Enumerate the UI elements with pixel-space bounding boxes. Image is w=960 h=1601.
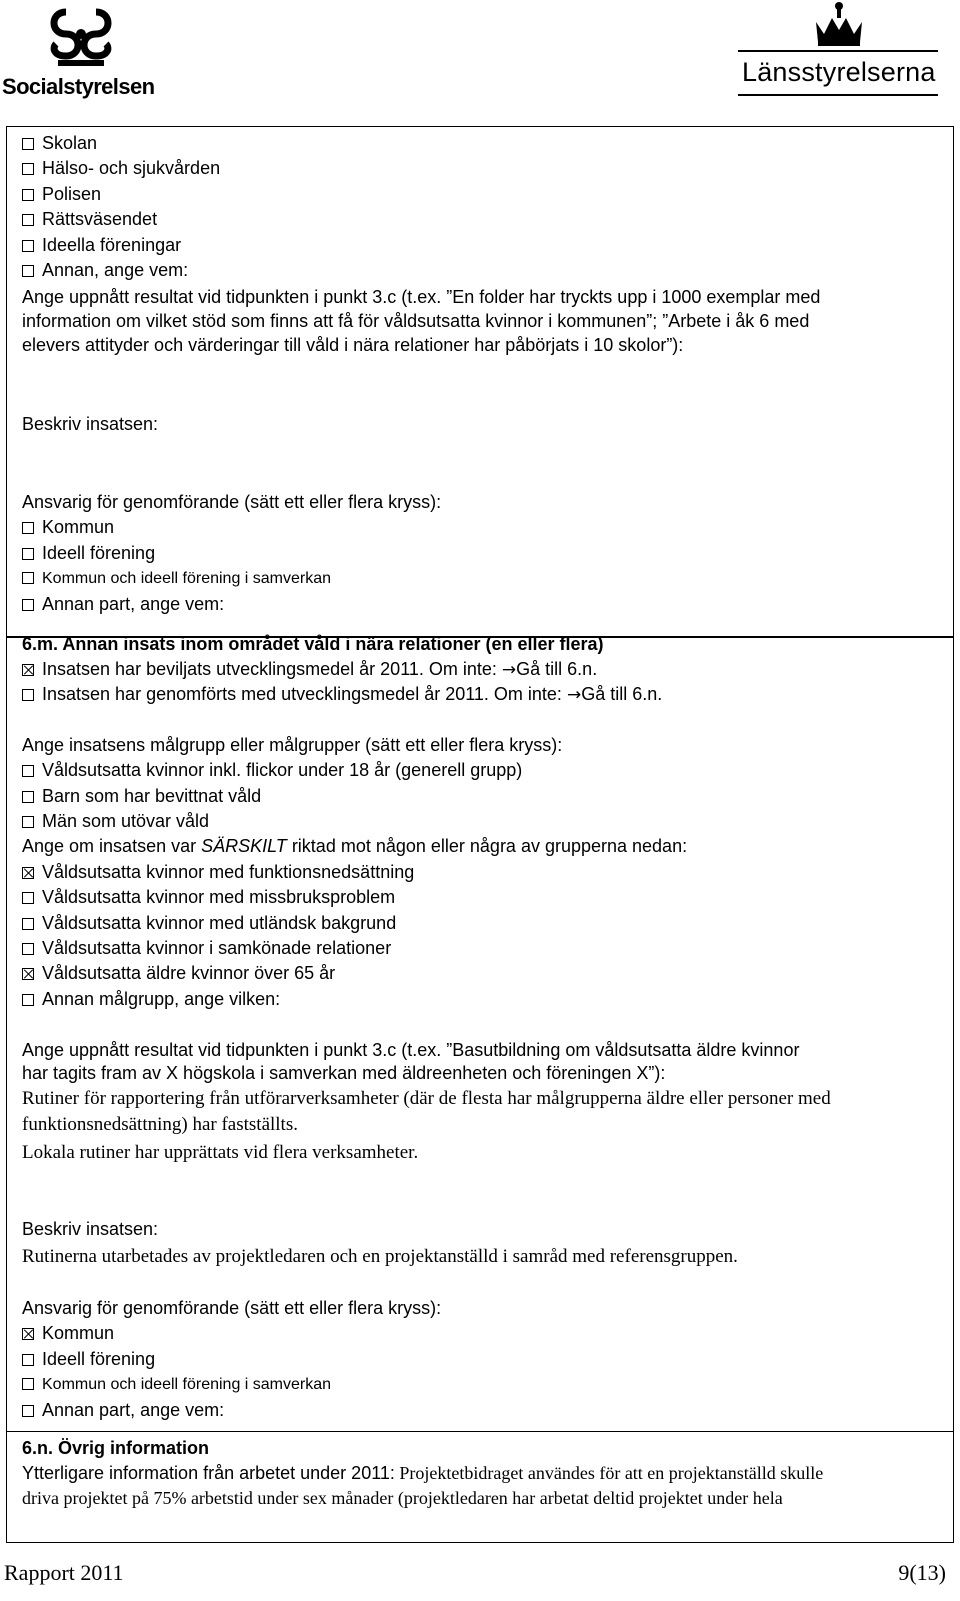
section-6m-title: 6.m. Annan insats inom området våld i nära relationer (en eller flera) [22,634,604,654]
checkbox[interactable] [22,892,34,904]
checkbox[interactable] [22,163,34,175]
responsible-kommun[interactable]: Kommun [22,1321,943,1346]
special-funktionsnedsattning[interactable]: Våldsutsatta kvinnor med funktionsnedsättning [22,860,943,885]
special-missbruk[interactable]: Våldsutsatta kvinnor med missbruksproblem [22,885,943,910]
lansstyrelserna-logo [738,0,938,100]
checkbox-checked[interactable] [22,867,34,879]
report-label: Rapport 2011 [4,1560,124,1585]
checkbox[interactable] [22,1405,34,1417]
checkbox[interactable] [22,572,34,584]
option-annan[interactable]: Annan, ange vem: [22,258,943,283]
option-skolan[interactable]: Skolan [22,131,943,156]
target-barn[interactable]: Barn som har bevittnat våld [22,784,943,809]
checkbox[interactable] [22,548,34,560]
option-rattsvasendet[interactable]: Rättsväsendet [22,207,943,232]
special-label: Ange om insatsen var SÄRSKILT riktad mot någon eller några av grupperna nedan: [22,836,688,856]
target-label: Ange insatsens målgrupp eller målgrupper (sätt ett eller flera kryss): [22,735,563,755]
result-line-2: har tagits fram av X högskola i samverkan med äldreenheten och föreningen X”): [22,1063,666,1083]
socialstyrelsen-logo [2,4,162,100]
result-line-1: Ange uppnått resultat vid tidpunkten i punkt 3.c (t.ex. ”En folder har tryckts upp i 1000 exemplar med [22,287,821,307]
checkbox[interactable] [22,689,34,701]
arrow-right-icon: → [566,685,582,705]
result-line-3: elevers attityder och värderingar till våld i nära relationer har påbörjats i 10 skolor”): [22,335,684,355]
checkbox[interactable] [22,1354,34,1366]
checkbox[interactable] [22,240,34,252]
checkbox[interactable] [22,189,34,201]
info-line-2: driva projektet på 75% arbetstid under sex månader (projektledaren har arbetat deltid projektet under hela [22,1488,783,1508]
checkbox[interactable] [22,522,34,534]
checkbox[interactable] [22,816,34,828]
responsible-ideell-forening[interactable]: Ideell förening [22,541,943,566]
result-answer-2: Lokala rutiner har upprättats vid flera verksamheter. [22,1142,419,1163]
info-line-1: Ytterligare information från arbetet under 2011: Projektetbidraget användes för att en projektanställd skulle [22,1463,824,1483]
checkbox[interactable] [22,599,34,611]
option-polisen[interactable]: Polisen [22,182,943,207]
logo-rule-top [738,50,938,52]
result-line-2: information om vilket stöd som finns att få för våldsutsatta kvinnor i kommunen”; ”Arbete i åk 6 med [22,311,810,331]
special-aldre[interactable]: Våldsutsatta äldre kvinnor över 65 år [22,961,943,986]
checkbox[interactable] [22,918,34,930]
lansstyrelserna-name: Länsstyrelserna [742,57,936,87]
describe-label: Beskriv insatsen: [22,414,159,434]
section-divider [7,1431,953,1432]
page-number: 9(13) [898,1560,946,1585]
responsible-samverkan[interactable]: Kommun och ideell förening i samverkan [22,566,943,591]
checkbox[interactable] [22,943,34,955]
describe-answer: Rutinerna utarbetades av projektledaren och en projektanställd i samråd med referensgruppen. [22,1246,738,1267]
granted-row[interactable]: Insatsen har beviljats utvecklingsmedel år 2011. Om inte: →Gå till 6.n. [22,657,943,683]
checkbox[interactable] [22,265,34,277]
form-section-previous [6,126,954,637]
checkbox[interactable] [22,994,34,1006]
section-6n-title: 6.n. Övrig information [22,1438,210,1458]
result-line-1: Ange uppnått resultat vid tidpunkten i punkt 3.c (t.ex. ”Basutbildning om våldsutsatta äldre kvinnor [22,1040,800,1060]
special-utlandsk[interactable]: Våldsutsatta kvinnor med utländsk bakgrund [22,911,943,936]
result-answer: Rutiner för rapportering från utförarverksamheter (där de flesta har målgrupperna äldre eller personer med funktionsnedsättning) har fastställts. [22,1088,831,1135]
special-samkonade[interactable]: Våldsutsatta kvinnor i samkönade relationer [22,936,943,961]
performed-row[interactable]: Insatsen har genomförts med utvecklingsmedel år 2011. Om inte: →Gå till 6.n. [22,682,943,708]
socialstyrelsen-emblem-icon [44,4,118,70]
option-halso-sjukvarden[interactable]: Hälso- och sjukvården [22,156,943,181]
checkbox-checked[interactable] [22,1328,34,1340]
option-ideella-foreningar[interactable]: Ideella föreningar [22,233,943,258]
responsible-ideell-forening[interactable]: Ideell förening [22,1347,943,1372]
checkbox-checked[interactable] [22,968,34,980]
responsible-annan-part[interactable]: Annan part, ange vem: [22,1398,943,1423]
checkbox-checked[interactable] [22,664,34,676]
checkbox[interactable] [22,765,34,777]
form-section-6m-6n [6,634,954,1543]
target-generell[interactable]: Våldsutsatta kvinnor inkl. flickor under 18 år (generell grupp) [22,758,943,783]
checkbox[interactable] [22,791,34,803]
responsible-label: Ansvarig för genomförande (sätt ett eller flera kryss): [22,1298,442,1318]
socialstyrelsen-name: Socialstyrelsen [2,74,155,99]
crown-icon [810,0,868,48]
special-annan[interactable]: Annan målgrupp, ange vilken: [22,987,943,1012]
page-header [0,0,960,120]
describe-label: Beskriv insatsen: [22,1219,159,1239]
checkbox[interactable] [22,214,34,226]
arrow-right-icon: → [501,660,517,680]
checkbox[interactable] [22,138,34,150]
logo-rule-bottom [738,94,938,96]
responsible-label: Ansvarig för genomförande (sätt ett eller flera kryss): [22,492,442,512]
checkbox[interactable] [22,1378,34,1390]
responsible-samverkan[interactable]: Kommun och ideell förening i samverkan [22,1372,943,1397]
responsible-kommun[interactable]: Kommun [22,515,943,540]
target-man[interactable]: Män som utövar våld [22,809,943,834]
responsible-annan-part[interactable]: Annan part, ange vem: [22,592,943,617]
